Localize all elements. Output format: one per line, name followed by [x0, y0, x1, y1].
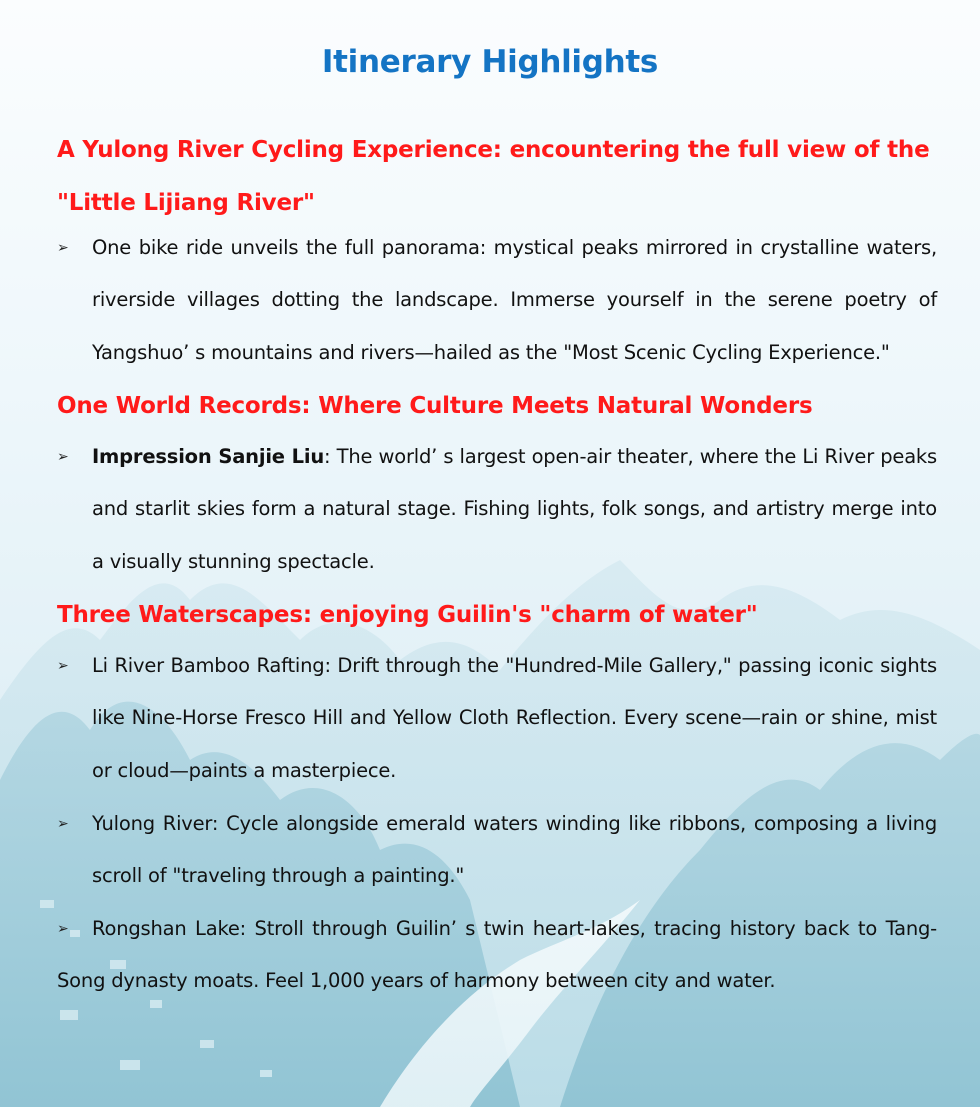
bullet-text: Rongshan Lake: Stroll through Guilin’ s twin heart-lakes, tracing history back to Tang-Song dynasty moats. Feel 1,000 years of harmony between city and water. [57, 917, 937, 993]
arrowhead-bullet-icon: ➢ [57, 449, 69, 465]
bullet-text: Li River Bamboo Rafting: Drift through the "Hundred-Mile Gallery," passing iconic sights like Nine-Horse Fresco Hill and Yellow Cloth Reflection. Every scene—rain or shine, mist or cloud—paints a masterpiece. [92, 654, 937, 782]
page-title: Itinerary Highlights [321, 44, 659, 80]
bullet-text [92, 431, 937, 588]
section-heading-cycling: A Yulong River Cycling Experience: encountering the full view of the "Little Lijiang River" [57, 137, 930, 216]
list-item [57, 640, 937, 797]
section-heading-world-records: One World Records: Where Culture Meets Natural Wonders [57, 393, 813, 419]
list-item [57, 222, 937, 379]
bullet-body: : The world’ s largest open-air theater, where the Li River peaks and starlit skies form a natural stage. Fishing lights, folk songs, and artistry merge into a visually stunning spectacle. [92, 445, 937, 573]
list-item [57, 431, 937, 588]
arrowhead-bullet-icon: ➢ [57, 658, 69, 674]
bullet-bold-label: Impression Sanjie Liu [92, 445, 325, 468]
arrowhead-bullet-icon: ➢ [57, 921, 69, 937]
bullet-text: Yulong River: Cycle alongside emerald waters winding like ribbons, composing a living scroll of "traveling through a painting." [92, 812, 937, 888]
list-item [57, 903, 937, 1008]
bullet-text: One bike ride unveils the full panorama: mystical peaks mirrored in crystalline waters, riverside villages dotting the landscape. Immerse yourself in the serene poetry of Yangshuo’ s mountains and rivers—hailed as the "Most Scenic Cycling Experience." [92, 236, 937, 364]
section-heading-waterscapes: Three Waterscapes: enjoying Guilin's "charm of water" [57, 602, 758, 628]
arrowhead-bullet-icon: ➢ [57, 240, 69, 256]
list-item [57, 798, 937, 903]
arrowhead-bullet-icon: ➢ [57, 816, 69, 832]
